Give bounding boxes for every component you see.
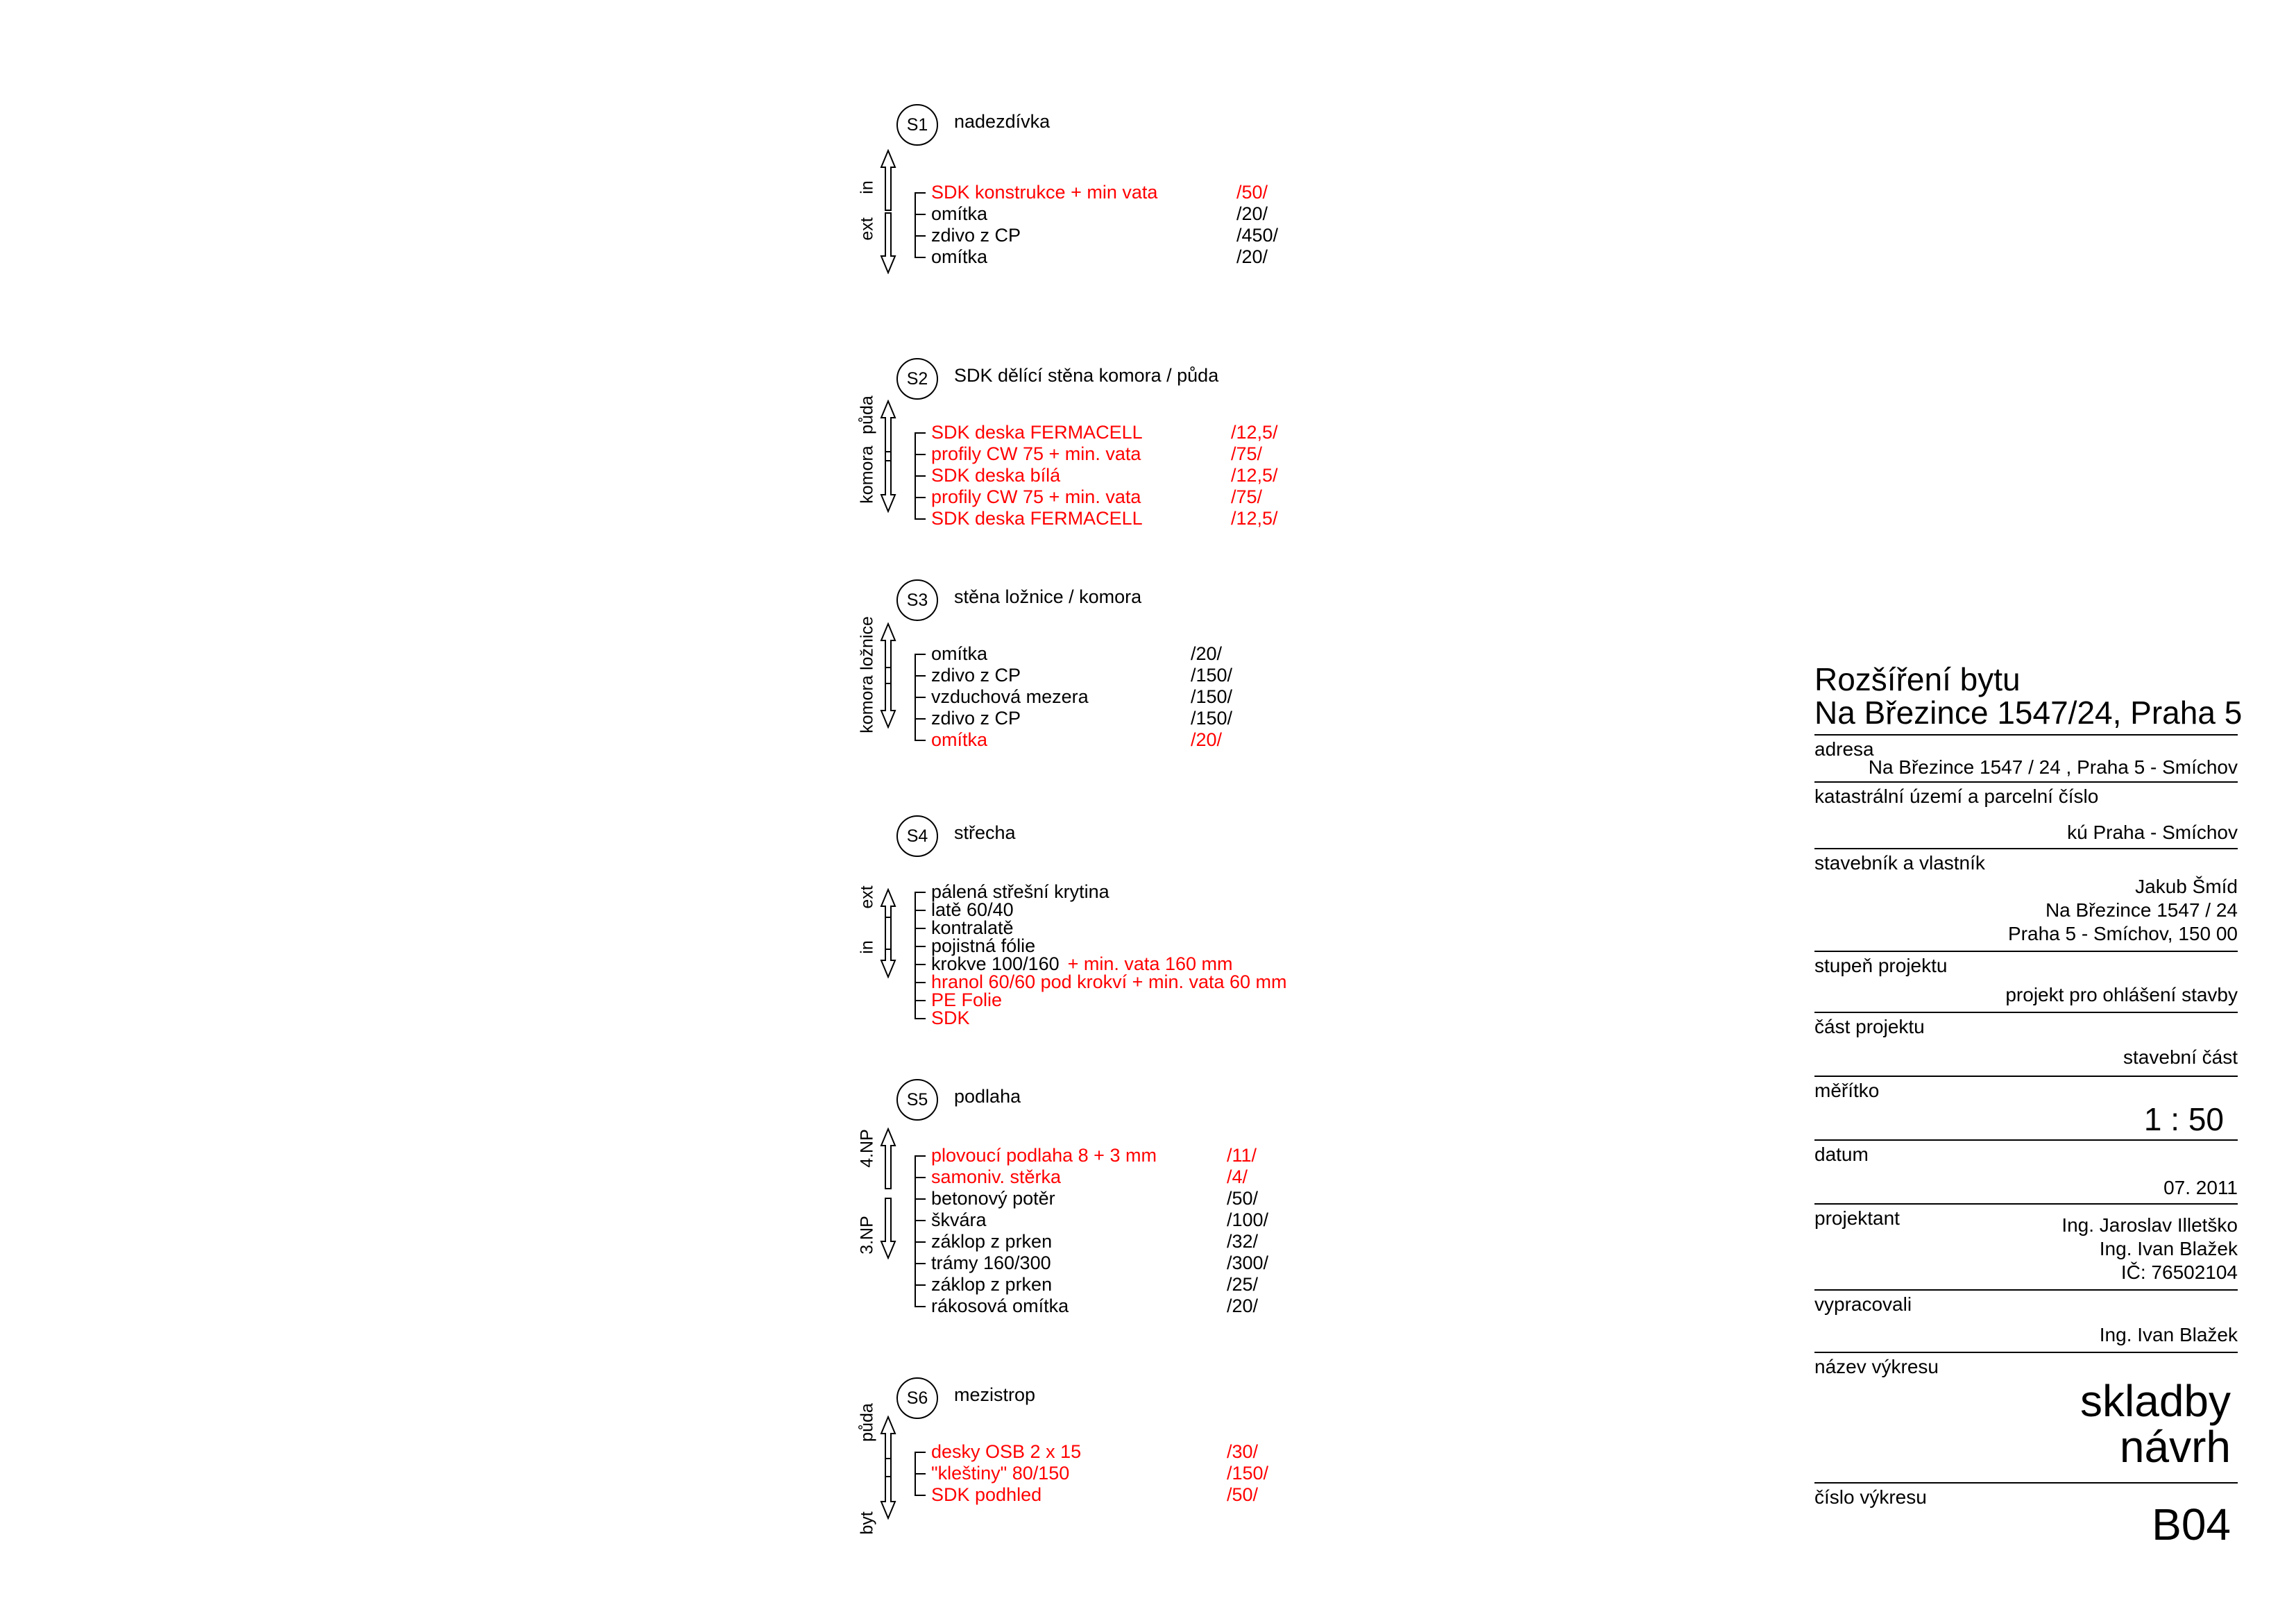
- composition-s5: [857, 1079, 1471, 1316]
- layer-name-text: omítka: [931, 203, 988, 224]
- owner-name: Jakub Šmíd: [2135, 876, 2238, 897]
- layer-tick: [916, 718, 926, 720]
- layer-tick: [916, 675, 926, 677]
- layer-tick: [916, 1263, 926, 1264]
- divider: [1814, 1289, 2238, 1291]
- layer-tick: [916, 192, 926, 194]
- layer-name: [931, 1274, 1052, 1295]
- composition-id-badge: S6: [896, 1377, 938, 1419]
- layer-tree-line: [915, 192, 916, 258]
- divider: [1814, 781, 2238, 783]
- layer-tick: [916, 432, 926, 434]
- layer-tick: [916, 964, 926, 965]
- layer-tick: [916, 257, 926, 258]
- side-label-bottom-wrapper: [857, 940, 877, 954]
- composition-title: podlaha: [954, 1086, 1021, 1107]
- arrow-down-icon: [880, 450, 896, 513]
- side-label-bottom-wrapper: [857, 1216, 877, 1255]
- designer-id: IČ: 76502104: [2120, 1261, 2238, 1283]
- designer-name-1: Ing. Jaroslav Illetško: [2061, 1214, 2238, 1236]
- side-label-bottom-wrapper: [857, 445, 877, 504]
- layer-tick: [916, 1495, 926, 1496]
- address-value: Na Březince 1547 / 24 , Praha 5 - Smíchov: [1868, 756, 2238, 778]
- layer-thickness: /30/: [1227, 1441, 1259, 1462]
- layer-thickness: /20/: [1236, 203, 1268, 224]
- part-label: část projektu: [1814, 1016, 1925, 1037]
- layer-tick: [916, 1306, 926, 1307]
- composition-id-badge: S4: [896, 815, 938, 857]
- layer-name-text: plovoucí podlaha 8 + 3 mm: [931, 1145, 1157, 1166]
- side-label-bottom: 3.NP: [857, 1216, 877, 1255]
- layer-name-text: SDK deska bílá: [931, 465, 1061, 486]
- layer-tick: [916, 214, 926, 215]
- divider: [1814, 1076, 2238, 1077]
- layer-tick: [916, 697, 926, 698]
- divider: [1814, 1482, 2238, 1484]
- layer-thickness: /150/: [1191, 708, 1233, 729]
- side-label-top-wrapper: [857, 616, 877, 670]
- side-label-top: půda: [857, 396, 877, 434]
- address-label: adresa: [1814, 738, 1874, 760]
- layer-name: [931, 1008, 970, 1029]
- layer-name: [931, 686, 1089, 708]
- owner-label: stavebník a vlastník: [1814, 852, 1985, 874]
- layer-name: [931, 729, 987, 751]
- layer-name-text: rákosová omítka: [931, 1295, 1069, 1316]
- composition-id-badge: S3: [896, 579, 938, 621]
- layer-thickness: /450/: [1236, 225, 1279, 246]
- layer-thickness: /32/: [1227, 1231, 1259, 1252]
- layer-name-text: SDK deska FERMACELL: [931, 508, 1143, 529]
- layer-tick: [916, 910, 926, 911]
- layer-tick: [916, 1000, 926, 1001]
- owner-city: Praha 5 - Smíchov, 150 00: [2008, 923, 2238, 944]
- side-label-bottom-wrapper: [857, 675, 877, 733]
- side-label-bottom: in: [857, 940, 877, 954]
- stage-label: stupeň projektu: [1814, 955, 1948, 976]
- layer-name: [931, 443, 1141, 465]
- layer-name-text: PE Folie: [931, 989, 1003, 1010]
- composition-title: mezistrop: [954, 1384, 1036, 1405]
- layer-tick: [916, 518, 926, 520]
- arrow-down-icon: [880, 1457, 896, 1520]
- layer-name-text: pojistná fólie: [931, 935, 1036, 956]
- layer-name-text: profily CW 75 + min. vata: [931, 443, 1141, 464]
- layer-name: [931, 1441, 1081, 1463]
- layer-name: [931, 203, 987, 225]
- layer-name-text: záklop z prken: [931, 1231, 1053, 1252]
- layer-name: [931, 1252, 1051, 1274]
- layer-tick: [916, 928, 926, 929]
- layer-name-text: SDK: [931, 1008, 970, 1028]
- layer-name-text: krokve 100/160: [931, 953, 1060, 974]
- layer-name-text: samoniv. stěrka: [931, 1166, 1062, 1187]
- layer-name-text: profily CW 75 + min. vata: [931, 486, 1141, 507]
- layer-thickness: /50/: [1227, 1484, 1259, 1505]
- layer-thickness: /25/: [1227, 1274, 1259, 1295]
- layer-name-text: kontralatě: [931, 917, 1014, 938]
- layer-tick: [916, 1452, 926, 1453]
- layer-tick: [916, 946, 926, 947]
- layer-thickness: /20/: [1227, 1295, 1259, 1316]
- layer-name-text: pálená střešní krytina: [931, 881, 1109, 902]
- layer-name-text: vzduchová mezera: [931, 686, 1089, 707]
- layer-name-text: hranol 60/60 pod krokví + min. vata 60 mm: [931, 971, 1287, 992]
- composition-title: SDK dělící stěna komora / půda: [954, 365, 1219, 386]
- layer-name-text: záklop z prken: [931, 1274, 1053, 1295]
- side-label-bottom: byt: [857, 1511, 877, 1535]
- layer-name: [931, 246, 987, 268]
- arrow-down-icon: [880, 1197, 896, 1259]
- arrow-down-icon: [880, 212, 896, 274]
- divider: [1814, 1352, 2238, 1353]
- layer-name-text: "kleštiny" 80/150: [931, 1463, 1070, 1484]
- layer-name: [931, 1166, 1061, 1188]
- composition-s6: [857, 1377, 1471, 1558]
- side-label-top-wrapper: [857, 1403, 877, 1442]
- prepared-label: vypracovali: [1814, 1293, 1912, 1315]
- side-label-bottom-wrapper: [857, 1511, 877, 1535]
- layer-name: [931, 643, 987, 665]
- layer-tick: [916, 892, 926, 893]
- layer-name: [931, 422, 1143, 443]
- stage-value: projekt pro ohlášení stavby: [2005, 984, 2238, 1005]
- layer-thickness: /4/: [1227, 1166, 1248, 1187]
- owner-street: Na Březince 1547 / 24: [2045, 899, 2238, 921]
- side-label-top: in: [857, 180, 877, 194]
- divider: [1814, 1203, 2238, 1205]
- layer-thickness: /300/: [1227, 1252, 1269, 1273]
- layer-name: [931, 1145, 1157, 1166]
- layer-tick: [916, 1473, 926, 1475]
- layer-thickness: /12,5/: [1231, 508, 1278, 529]
- composition-s2: [857, 358, 1471, 538]
- layer-name: [931, 1463, 1069, 1484]
- side-label-top-wrapper: [857, 885, 877, 909]
- layer-name-text: SDK deska FERMACELL: [931, 422, 1143, 443]
- layer-thickness: /100/: [1227, 1209, 1269, 1230]
- layer-extra: + min. vata 160 mm: [1067, 953, 1233, 974]
- scale-label: měřítko: [1814, 1080, 1880, 1101]
- layer-name: [931, 1484, 1041, 1506]
- divider: [1814, 951, 2238, 952]
- layer-name: [931, 508, 1143, 529]
- side-label-top: ext: [857, 885, 877, 909]
- arrow-up-icon: [880, 149, 896, 212]
- drawing-name-line-1: skladby: [2080, 1376, 2231, 1426]
- designer-label: projektant: [1814, 1207, 1900, 1229]
- layer-name-text: zdivo z CP: [931, 708, 1021, 729]
- part-value: stavební část: [2123, 1046, 2238, 1068]
- arrow-down-icon: [880, 666, 896, 729]
- layer-name: [931, 182, 1157, 203]
- project-title-line-1: Rozšíření bytu: [1814, 661, 2021, 697]
- drawing-number: B04: [2152, 1499, 2231, 1549]
- divider: [1814, 1012, 2238, 1013]
- layer-name: [931, 708, 1021, 729]
- divider: [1814, 734, 2238, 736]
- layer-tick: [916, 1198, 926, 1200]
- cadastre-value: kú Praha - Smíchov: [2067, 822, 2238, 843]
- layer-tick: [916, 1241, 926, 1243]
- scale-value: 1 : 50: [2143, 1101, 2224, 1137]
- date-value: 07. 2011: [2163, 1177, 2238, 1198]
- layer-tick: [916, 1155, 926, 1157]
- layer-thickness: /150/: [1191, 686, 1233, 707]
- side-label-top: půda: [857, 1403, 877, 1442]
- layer-name-text: zdivo z CP: [931, 225, 1021, 246]
- layer-name: [931, 665, 1021, 686]
- designer-name-2: Ing. Ivan Blažek: [2099, 1238, 2238, 1259]
- layer-name: [931, 1295, 1069, 1317]
- side-label-top: ložnice: [857, 616, 877, 670]
- layer-tick: [916, 982, 926, 983]
- layer-tick: [916, 1284, 926, 1286]
- side-label-top: 4.NP: [857, 1129, 877, 1168]
- layer-thickness: /20/: [1191, 729, 1223, 750]
- arrow-up-icon: [880, 1128, 896, 1190]
- layer-thickness: /12,5/: [1231, 465, 1278, 486]
- layer-name-text: latě 60/40: [931, 899, 1014, 920]
- title-block: [1814, 652, 2243, 1575]
- side-label-top-wrapper: [857, 396, 877, 434]
- layer-name: [931, 1188, 1055, 1209]
- composition-title: střecha: [954, 822, 1016, 843]
- layer-thickness: /150/: [1191, 665, 1233, 686]
- composition-id-badge: S5: [896, 1079, 938, 1121]
- composition-s1: [857, 104, 1471, 284]
- side-label-bottom: komora: [857, 675, 877, 733]
- layer-thickness: /75/: [1231, 443, 1263, 464]
- layer-name: [931, 1231, 1052, 1252]
- layer-thickness: /20/: [1236, 246, 1268, 267]
- layer-name-text: omítka: [931, 643, 988, 664]
- layer-name-text: omítka: [931, 246, 988, 267]
- cadastre-label: katastrální území a parcelní číslo: [1814, 785, 2099, 807]
- side-label-bottom: komora: [857, 445, 877, 504]
- divider: [1814, 1139, 2238, 1141]
- composition-s4: [857, 815, 1471, 1028]
- layer-thickness: /20/: [1191, 643, 1223, 664]
- layer-name: [931, 1209, 987, 1231]
- layer-tick: [916, 1177, 926, 1178]
- side-label-bottom: ext: [857, 217, 877, 241]
- layer-name-text: omítka: [931, 729, 988, 750]
- layer-name-text: škvára: [931, 1209, 987, 1230]
- prepared-value: Ing. Ivan Blažek: [2099, 1324, 2238, 1345]
- project-title-line-2: Na Březince 1547/24, Praha 5: [1814, 695, 2243, 731]
- layer-name: [931, 465, 1060, 486]
- layer-tick: [916, 235, 926, 237]
- arrow-down-icon: [880, 916, 896, 978]
- layer-thickness: /11/: [1227, 1145, 1257, 1166]
- layer-name-text: zdivo z CP: [931, 665, 1021, 686]
- composition-s3: [857, 579, 1471, 760]
- layer-tick: [916, 1220, 926, 1221]
- layer-thickness: /150/: [1227, 1463, 1269, 1484]
- divider: [1814, 848, 2238, 849]
- layer-tick: [916, 1018, 926, 1019]
- layer-thickness: /50/: [1236, 182, 1268, 203]
- drawing-name-line-2: návrh: [2119, 1422, 2231, 1472]
- layer-tick: [916, 497, 926, 498]
- layer-tick: [916, 740, 926, 741]
- drawing-name-label: název výkresu: [1814, 1356, 1939, 1377]
- composition-id-badge: S2: [896, 358, 938, 400]
- date-label: datum: [1814, 1144, 1869, 1165]
- layer-name-text: SDK konstrukce + min vata: [931, 182, 1158, 203]
- composition-id-badge: S1: [896, 104, 938, 146]
- layer-name-text: SDK podhled: [931, 1484, 1042, 1505]
- drawing-number-label: číslo výkresu: [1814, 1486, 1927, 1508]
- side-label-bottom-wrapper: [857, 217, 877, 241]
- layer-name-text: trámy 160/300: [931, 1252, 1051, 1273]
- layer-tick: [916, 454, 926, 455]
- layer-tick: [916, 475, 926, 477]
- layer-name-text: betonový potěr: [931, 1188, 1055, 1209]
- layer-thickness: /12,5/: [1231, 422, 1278, 443]
- layer-thickness: /75/: [1231, 486, 1263, 507]
- layer-name: [931, 486, 1141, 508]
- side-label-top-wrapper: [857, 180, 877, 194]
- side-label-top-wrapper: [857, 1129, 877, 1168]
- layer-name: [931, 225, 1021, 246]
- layer-name-text: desky OSB 2 x 15: [931, 1441, 1082, 1462]
- layer-tick: [916, 654, 926, 655]
- composition-title: stěna ložnice / komora: [954, 586, 1142, 607]
- layer-thickness: /50/: [1227, 1188, 1259, 1209]
- composition-title: nadezdívka: [954, 111, 1051, 132]
